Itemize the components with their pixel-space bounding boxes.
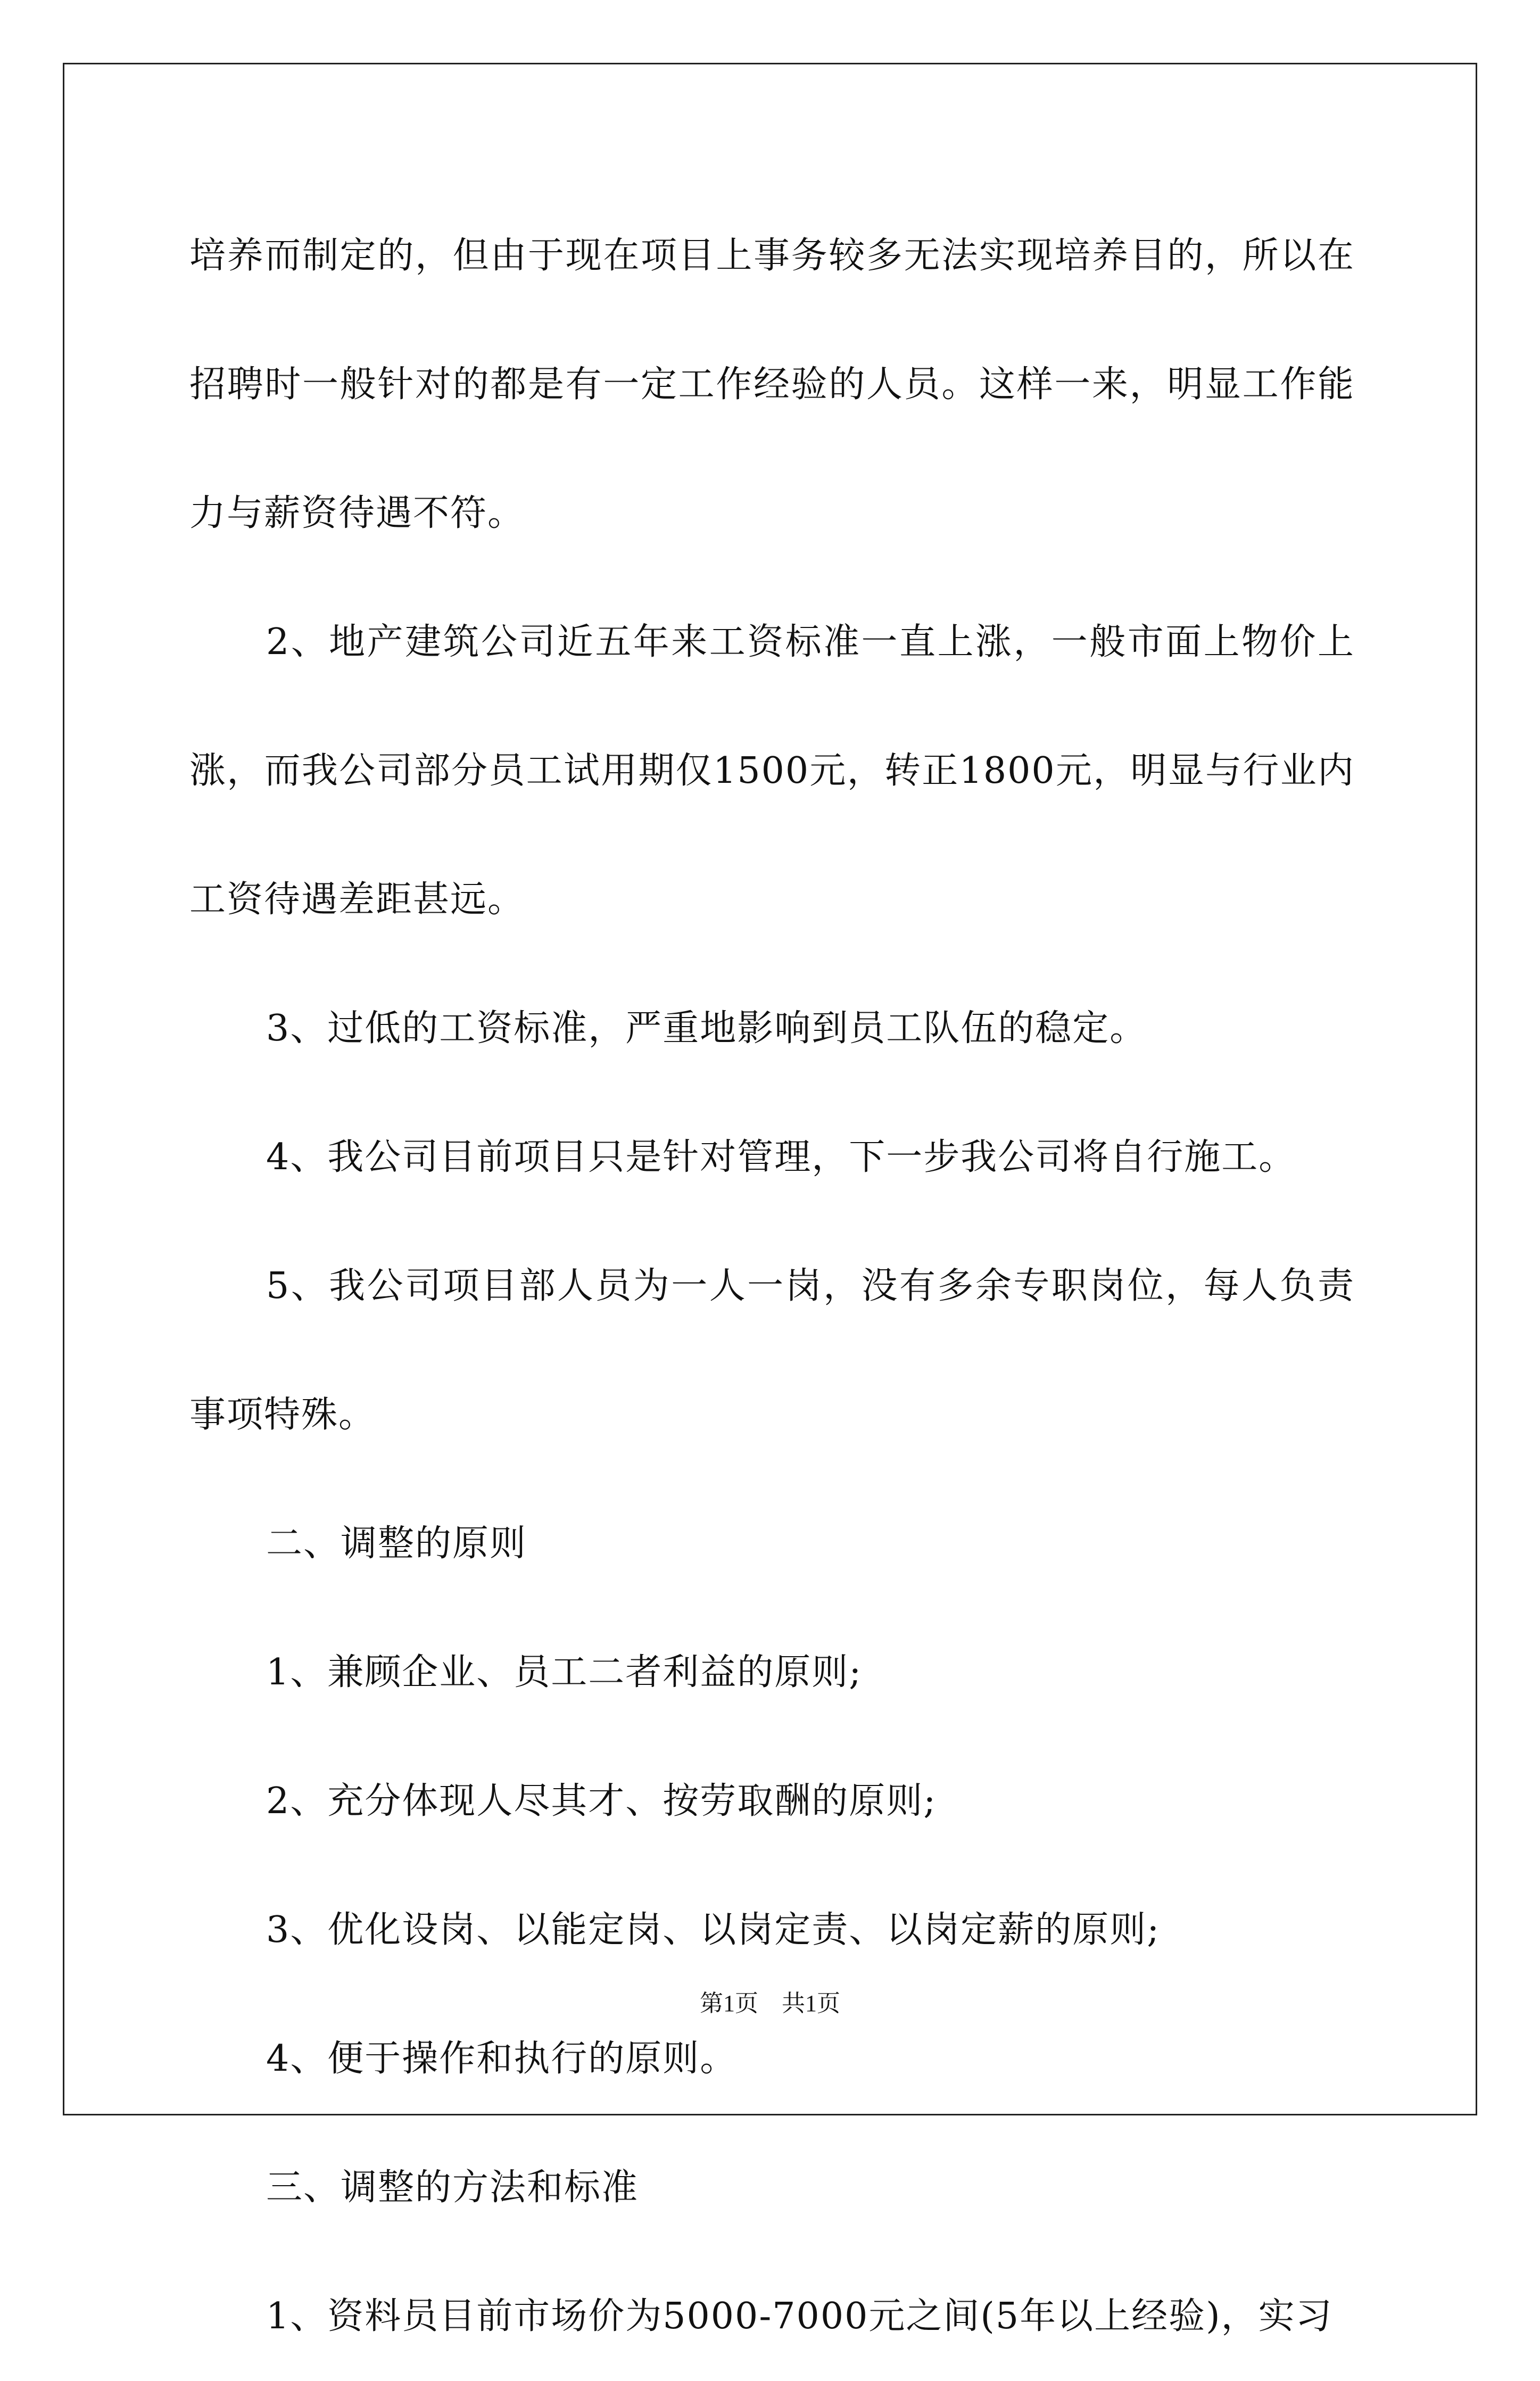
page-footer: 第1页 共1页	[700, 1990, 840, 2016]
paragraph-3: 3、过低的工资标准，严重地影响到员工队伍的稳定。	[266, 1007, 1147, 1049]
principle-3: 3、优化设岗、以能定岗、以岗定责、以岗定薪的原则;	[266, 1909, 1161, 1951]
paragraph-4: 4、我公司目前项目只是针对管理，下一步我公司将自行施工。	[266, 1136, 1296, 1178]
principle-4: 4、便于操作和执行的原则。	[266, 2038, 738, 2080]
principle-2: 2、充分体现人尽其才、按劳取酬的原则;	[266, 1780, 937, 1822]
document-body	[189, 192, 1355, 2381]
section-heading-3: 三、调整的方法和标准	[266, 2167, 639, 2209]
section-heading-2: 二、调整的原则	[266, 1523, 527, 1565]
paragraph-5: 5、我公司项目部人员为一人一岗，没有多余专职岗位，每人负责事项特殊。	[189, 1265, 1355, 1436]
paragraph-1: 培养而制定的，但由于现在项目上事务较多无法实现培养目的，所以在招聘时一般针对的都是有一定工作经验的人员。这样一来，明显工作能力与薪资待遇不符。	[189, 235, 1355, 534]
paragraph-2: 2、地产建筑公司近五年来工资标准一直上涨，一般市面上物价上涨，而我公司部分员工试用期仅1500元，转正1800元，明显与行业内工资待遇差距甚远。	[189, 621, 1355, 921]
principle-1: 1、兼顾企业、员工二者利益的原则;	[266, 1651, 863, 1693]
standard-1: 1、资料员目前市场价为5000-7000元之间(5年以上经验)，实习	[266, 2295, 1333, 2337]
